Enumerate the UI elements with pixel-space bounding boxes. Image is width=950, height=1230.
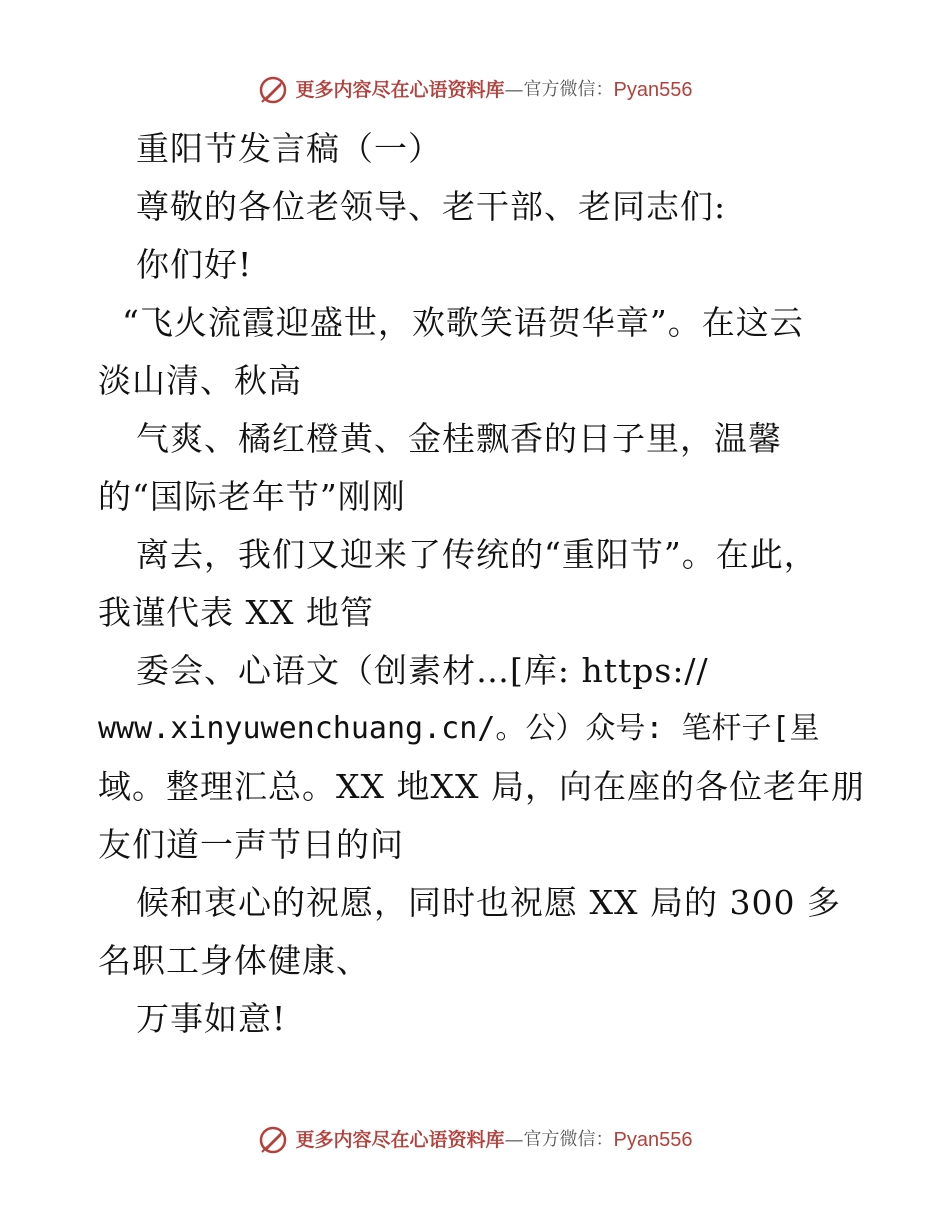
- banner-text: [296, 70, 693, 110]
- paragraph-line: 的“国际老年节”刚刚: [98, 477, 406, 516]
- banner-wechat-id: Pyan556: [613, 79, 693, 101]
- paragraph-line: “飞火流霞迎盛世，欢歌笑语贺华章”。在这云: [122, 303, 804, 342]
- paragraph-line: 委会、心语文（创素材…[库: https://: [136, 651, 709, 690]
- paragraph-line: 友们道一声节日的问: [98, 825, 404, 864]
- header-banner: [0, 70, 950, 110]
- banner-wechat-id: Pyan556: [613, 1129, 693, 1151]
- banner-dash: —: [504, 1129, 524, 1151]
- paragraph-line: 气爽、橘红橙黄、金桂飘香的日子里，温馨: [136, 419, 782, 458]
- banner-wechat-label: 官方微信：: [523, 1129, 614, 1150]
- banner-main-text: 更多内容尽在心语资料库: [295, 79, 505, 101]
- quill-logo-icon: [258, 1125, 288, 1155]
- banner-main-text: 更多内容尽在心语资料库: [295, 1129, 505, 1151]
- banner-dash: —: [504, 79, 524, 101]
- paragraph-line: 淡山清、秋高: [98, 361, 302, 400]
- closing-line: 万事如意!: [136, 999, 287, 1038]
- banner-text: [296, 1120, 693, 1160]
- paragraph-line: 我谨代表 XX 地管: [98, 593, 374, 632]
- banner-wechat-label: 官方微信：: [523, 79, 614, 100]
- paragraph-line-url: www.xinyuwenchuang.cn/。公）众号: 笔杆子[星: [98, 711, 820, 746]
- paragraph-line: 候和衷心的祝愿，同时也祝愿 XX 局的 300 多: [136, 883, 841, 922]
- document-title: 重阳节发言稿（一）: [136, 129, 442, 168]
- paragraph-line: 名职工身体健康、: [98, 941, 370, 980]
- document-body: [98, 120, 865, 1048]
- paragraph-line: 域。整理汇总。XX 地XX 局，向在座的各位老年朋: [98, 767, 865, 806]
- footer-banner: [0, 1120, 950, 1160]
- salutation: 尊敬的各位老领导、老干部、老同志们:: [136, 187, 727, 226]
- quill-logo-icon: [258, 75, 288, 105]
- greeting: 你们好!: [136, 245, 253, 284]
- paragraph-line: 离去，我们又迎来了传统的“重阳节”。在此，: [136, 535, 818, 574]
